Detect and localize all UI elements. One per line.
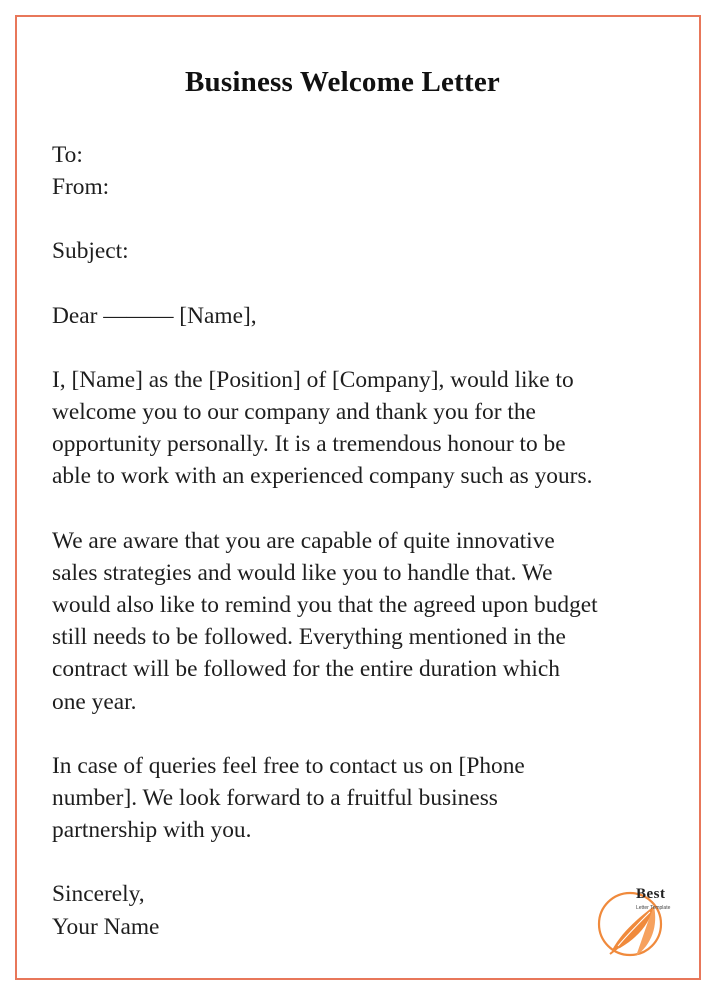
to-line: To: <box>52 142 83 168</box>
brand-logo <box>596 876 696 968</box>
paragraph-2-line: one year. <box>52 688 137 715</box>
closing: Sincerely, <box>52 881 145 908</box>
paragraph-2-line: would also like to remind you that the agreed upon budget <box>52 592 598 619</box>
paragraph-3-line: number]. We look forward to a fruitful business <box>52 785 498 812</box>
paragraph-3-line: In case of queries feel free to contact us on [Phone <box>52 752 525 779</box>
paragraph-3-line: partnership with you. <box>52 817 252 844</box>
letter-body <box>52 139 692 943</box>
paragraph-2-line: contract will be followed for the entire duration which <box>52 656 560 683</box>
letter-title: Business Welcome Letter <box>185 66 500 98</box>
paragraph-2-line: still needs to be followed. Everything mentioned in the <box>52 624 566 651</box>
from-line: From: <box>52 174 110 201</box>
logo-subtext: Letter Template <box>636 905 671 911</box>
paragraph-2-line: We are aware that you are capable of quite innovative <box>52 527 555 554</box>
paragraph-1-line: opportunity personally. It is a tremendous honour to be <box>52 431 566 458</box>
logo-wordmark: Best <box>636 886 666 902</box>
paragraph-1-line: I, [Name] as the [Position] of [Company], would like to <box>52 366 574 393</box>
paragraph-1-line: able to work with an experienced company such as yours. <box>52 463 593 490</box>
signature-name: Your Name <box>52 913 160 940</box>
subject-line: Subject: <box>52 238 129 265</box>
salutation: Dear ——— [Name], <box>52 302 257 329</box>
paragraph-2-line: sales strategies and would like you to handle that. We <box>52 559 553 586</box>
paragraph-1-line: welcome you to our company and thank you for the <box>52 399 536 426</box>
